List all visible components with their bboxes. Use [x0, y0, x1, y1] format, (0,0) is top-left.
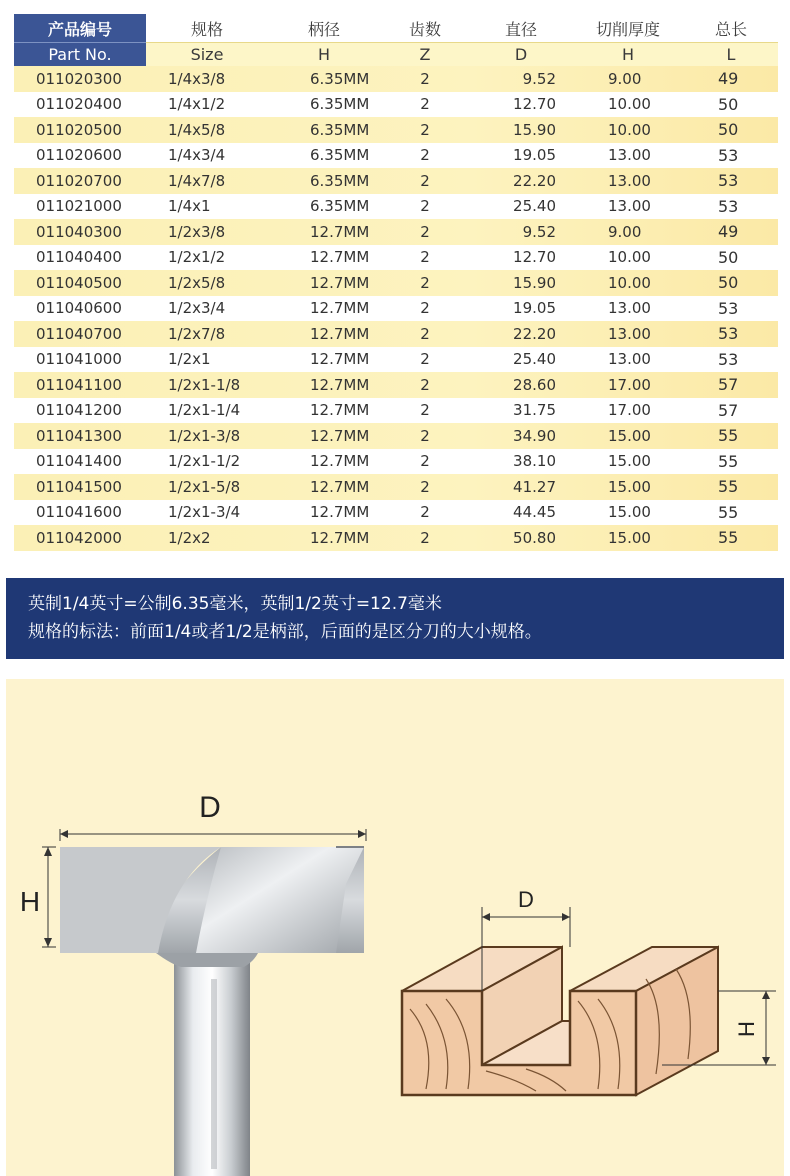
cell-length: 55	[718, 426, 739, 446]
shank-engraving	[211, 979, 217, 1169]
header-length-en: L	[684, 42, 778, 66]
table-row	[14, 117, 778, 143]
cell-teeth: 2	[420, 477, 430, 496]
cell-shank: 12.7MM	[310, 477, 370, 496]
cell-length: 55	[718, 477, 739, 497]
bit-d-label: D	[199, 791, 221, 824]
table-row	[14, 398, 778, 424]
cell-cut-depth: 10.00	[608, 248, 651, 267]
cell-teeth: 2	[420, 426, 430, 445]
cell-teeth: 2	[420, 69, 430, 88]
cell-size: 1/4x1/2	[168, 95, 226, 114]
cell-diameter: 15.90	[513, 273, 556, 292]
cell-teeth: 2	[420, 528, 430, 547]
cell-size: 1/2x1-1/8	[168, 375, 241, 394]
note-line-1: 英制1/4英寸=公制6.35毫米，英制1/2英寸=12.7毫米	[28, 594, 442, 614]
cell-cut-depth: 13.00	[608, 350, 651, 369]
cell-shank: 12.7MM	[310, 324, 370, 343]
table-row	[14, 296, 778, 322]
cell-cut-depth: 13.00	[608, 197, 651, 216]
cell-part-no: 011021000	[36, 197, 122, 216]
bit-h-label: H	[19, 886, 41, 917]
table-row	[14, 372, 778, 398]
cell-diameter: 25.40	[513, 350, 556, 369]
cell-part-no: 011020500	[36, 120, 122, 139]
cell-size: 1/2x1/2	[168, 248, 226, 267]
header-length-cn: 总长	[684, 14, 778, 42]
cell-size: 1/2x1-5/8	[168, 477, 241, 496]
cell-part-no: 011042000	[36, 528, 122, 547]
table-row	[14, 168, 778, 194]
cell-length: 53	[718, 171, 739, 191]
cell-teeth: 2	[420, 120, 430, 139]
cell-shank: 12.7MM	[310, 248, 370, 267]
header-shank-en: H	[268, 42, 380, 66]
table-row	[14, 347, 778, 373]
table-row	[14, 219, 778, 245]
header-diameter-en: D	[470, 42, 572, 66]
cell-shank: 6.35MM	[310, 95, 370, 114]
cell-part-no: 011020600	[36, 146, 122, 165]
cell-cut-depth: 17.00	[608, 375, 651, 394]
cell-diameter: 19.05	[513, 146, 556, 165]
cell-part-no: 011040500	[36, 273, 122, 292]
cell-cut-depth: 9.00	[608, 222, 642, 241]
header-size-cn: 规格	[146, 14, 268, 42]
header-part-no-cn: 产品编号	[14, 14, 146, 42]
cell-diameter: 22.20	[513, 324, 556, 343]
cell-length: 57	[718, 375, 739, 395]
cell-teeth: 2	[420, 324, 430, 343]
spec-table	[14, 14, 778, 551]
cell-length: 53	[718, 349, 739, 369]
cell-diameter: 15.90	[513, 120, 556, 139]
cell-shank: 12.7MM	[310, 401, 370, 420]
cell-cut-depth: 15.00	[608, 477, 651, 496]
table-row	[14, 143, 778, 169]
bit-head-base	[156, 953, 258, 967]
table-row	[14, 423, 778, 449]
table-row	[14, 449, 778, 475]
cell-diameter: 34.90	[513, 426, 556, 445]
header-part-no-en: Part No.	[14, 42, 146, 66]
wood-h-label: H	[734, 1021, 759, 1037]
wood-d-label: D	[518, 887, 534, 912]
note-box	[6, 578, 784, 659]
cell-part-no: 011040600	[36, 299, 122, 318]
cell-size: 1/2x1-1/4	[168, 401, 241, 420]
table-row	[14, 194, 778, 220]
header-shank-cn: 柄径	[268, 14, 380, 42]
cell-diameter: 19.05	[513, 299, 556, 318]
cell-length: 55	[718, 528, 739, 548]
cell-size: 1/2x7/8	[168, 324, 226, 343]
bit-h-dimension	[20, 847, 56, 947]
cell-shank: 6.35MM	[310, 197, 370, 216]
cell-part-no: 011040300	[36, 222, 122, 241]
cell-teeth: 2	[420, 350, 430, 369]
cell-diameter: 31.75	[513, 401, 556, 420]
cell-part-no: 011040400	[36, 248, 122, 267]
cell-size: 1/4x1	[168, 197, 211, 216]
table-row	[14, 525, 778, 551]
cell-diameter: 41.27	[513, 477, 556, 496]
cell-shank: 6.35MM	[310, 69, 370, 88]
cell-teeth: 2	[420, 248, 430, 267]
cell-cut-depth: 13.00	[608, 146, 651, 165]
cell-teeth: 2	[420, 273, 430, 292]
header-teeth-en: Z	[380, 42, 470, 66]
cell-size: 1/2x1-3/8	[168, 426, 241, 445]
cell-length: 49	[718, 222, 739, 242]
cell-size: 1/4x3/4	[168, 146, 226, 165]
cell-cut-depth: 10.00	[608, 120, 651, 139]
diagram-area	[6, 679, 784, 1176]
cell-diameter: 38.10	[513, 452, 556, 471]
cell-part-no: 011041400	[36, 452, 122, 471]
cell-part-no: 011041000	[36, 350, 122, 369]
cell-part-no: 011041600	[36, 503, 122, 522]
cell-size: 1/2x1	[168, 350, 211, 369]
cell-shank: 6.35MM	[310, 120, 370, 139]
table-row	[14, 92, 778, 118]
cell-part-no: 011041300	[36, 426, 122, 445]
table-row	[14, 66, 778, 92]
cell-shank: 12.7MM	[310, 273, 370, 292]
header-row-en	[14, 42, 778, 66]
cell-cut-depth: 10.00	[608, 273, 651, 292]
cell-size: 1/2x1-1/2	[168, 452, 241, 471]
table-body	[14, 66, 778, 551]
cell-length: 50	[718, 94, 739, 114]
table-row	[14, 500, 778, 526]
cell-teeth: 2	[420, 197, 430, 216]
cell-size: 1/2x3/4	[168, 299, 226, 318]
header-cut-depth-cn: 切削厚度	[572, 14, 684, 42]
cell-part-no: 011041500	[36, 477, 122, 496]
cell-diameter: 22.20	[513, 171, 556, 190]
cell-cut-depth: 15.00	[608, 503, 651, 522]
cell-length: 53	[718, 145, 739, 165]
router-bit-illustration	[60, 847, 364, 1176]
cell-cut-depth: 17.00	[608, 401, 651, 420]
table-row	[14, 245, 778, 271]
cell-shank: 12.7MM	[310, 503, 370, 522]
cell-size: 1/4x5/8	[168, 120, 226, 139]
cell-diameter: 12.70	[513, 95, 556, 114]
cell-diameter: 25.40	[513, 197, 556, 216]
cell-size: 1/4x3/8	[168, 69, 226, 88]
bit-d-dimension	[60, 791, 366, 841]
cell-cut-depth: 15.00	[608, 426, 651, 445]
cell-length: 50	[718, 247, 739, 267]
cell-shank: 12.7MM	[310, 375, 370, 394]
cell-shank: 12.7MM	[310, 299, 370, 318]
cell-diameter: 12.70	[513, 248, 556, 267]
header-cut-depth-en: H	[572, 42, 684, 66]
cell-cut-depth: 13.00	[608, 171, 651, 190]
cell-teeth: 2	[420, 401, 430, 420]
cell-teeth: 2	[420, 452, 430, 471]
cell-part-no: 011041100	[36, 375, 122, 394]
cell-shank: 12.7MM	[310, 350, 370, 369]
cell-part-no: 011020400	[36, 95, 122, 114]
cell-teeth: 2	[420, 171, 430, 190]
cell-teeth: 2	[420, 375, 430, 394]
cell-length: 53	[718, 298, 739, 318]
cell-length: 55	[718, 502, 739, 522]
cell-size: 1/2x2	[168, 528, 211, 547]
wood-block-illustration	[402, 947, 718, 1095]
cell-diameter: 28.60	[513, 375, 556, 394]
cell-shank: 12.7MM	[310, 222, 370, 241]
table-row	[14, 270, 778, 296]
cell-shank: 12.7MM	[310, 452, 370, 471]
cell-size: 1/2x3/8	[168, 222, 226, 241]
cell-length: 55	[718, 451, 739, 471]
cell-diameter: 9.52	[522, 69, 556, 88]
cell-shank: 12.7MM	[310, 426, 370, 445]
cell-length: 50	[718, 273, 739, 293]
cell-shank: 6.35MM	[310, 146, 370, 165]
cell-length: 53	[718, 324, 739, 344]
header-size-en: Size	[146, 42, 268, 66]
cell-teeth: 2	[420, 95, 430, 114]
cell-part-no: 011020700	[36, 171, 122, 190]
cell-cut-depth: 10.00	[608, 95, 651, 114]
cell-diameter: 44.45	[513, 503, 556, 522]
header-diameter-cn: 直径	[470, 14, 572, 42]
header-row-cn	[14, 14, 778, 42]
header-teeth-cn: 齿数	[380, 14, 470, 42]
cell-diameter: 50.80	[513, 528, 556, 547]
cell-part-no: 011020300	[36, 69, 122, 88]
cell-length: 50	[718, 120, 739, 140]
cell-teeth: 2	[420, 503, 430, 522]
cell-length: 49	[718, 69, 739, 89]
cell-teeth: 2	[420, 222, 430, 241]
cell-cut-depth: 13.00	[608, 299, 651, 318]
cell-part-no: 011041200	[36, 401, 122, 420]
cell-size: 1/4x7/8	[168, 171, 226, 190]
cell-diameter: 9.52	[522, 222, 556, 241]
table-row	[14, 474, 778, 500]
cell-shank: 6.35MM	[310, 171, 370, 190]
diagram-svg	[6, 679, 784, 1176]
cell-cut-depth: 15.00	[608, 528, 651, 547]
cell-cut-depth: 15.00	[608, 452, 651, 471]
cell-size: 1/2x1-3/4	[168, 503, 241, 522]
cell-cut-depth: 13.00	[608, 324, 651, 343]
cell-shank: 12.7MM	[310, 528, 370, 547]
note-line-2: 规格的标法：前面1/4或者1/2是柄部，后面的是区分刀的大小规格。	[28, 622, 542, 642]
cell-length: 53	[718, 196, 739, 216]
cell-size: 1/2x5/8	[168, 273, 226, 292]
cell-part-no: 011040700	[36, 324, 122, 343]
cell-teeth: 2	[420, 146, 430, 165]
cell-length: 57	[718, 400, 739, 420]
table-row	[14, 321, 778, 347]
cell-teeth: 2	[420, 299, 430, 318]
cell-cut-depth: 9.00	[608, 69, 642, 88]
